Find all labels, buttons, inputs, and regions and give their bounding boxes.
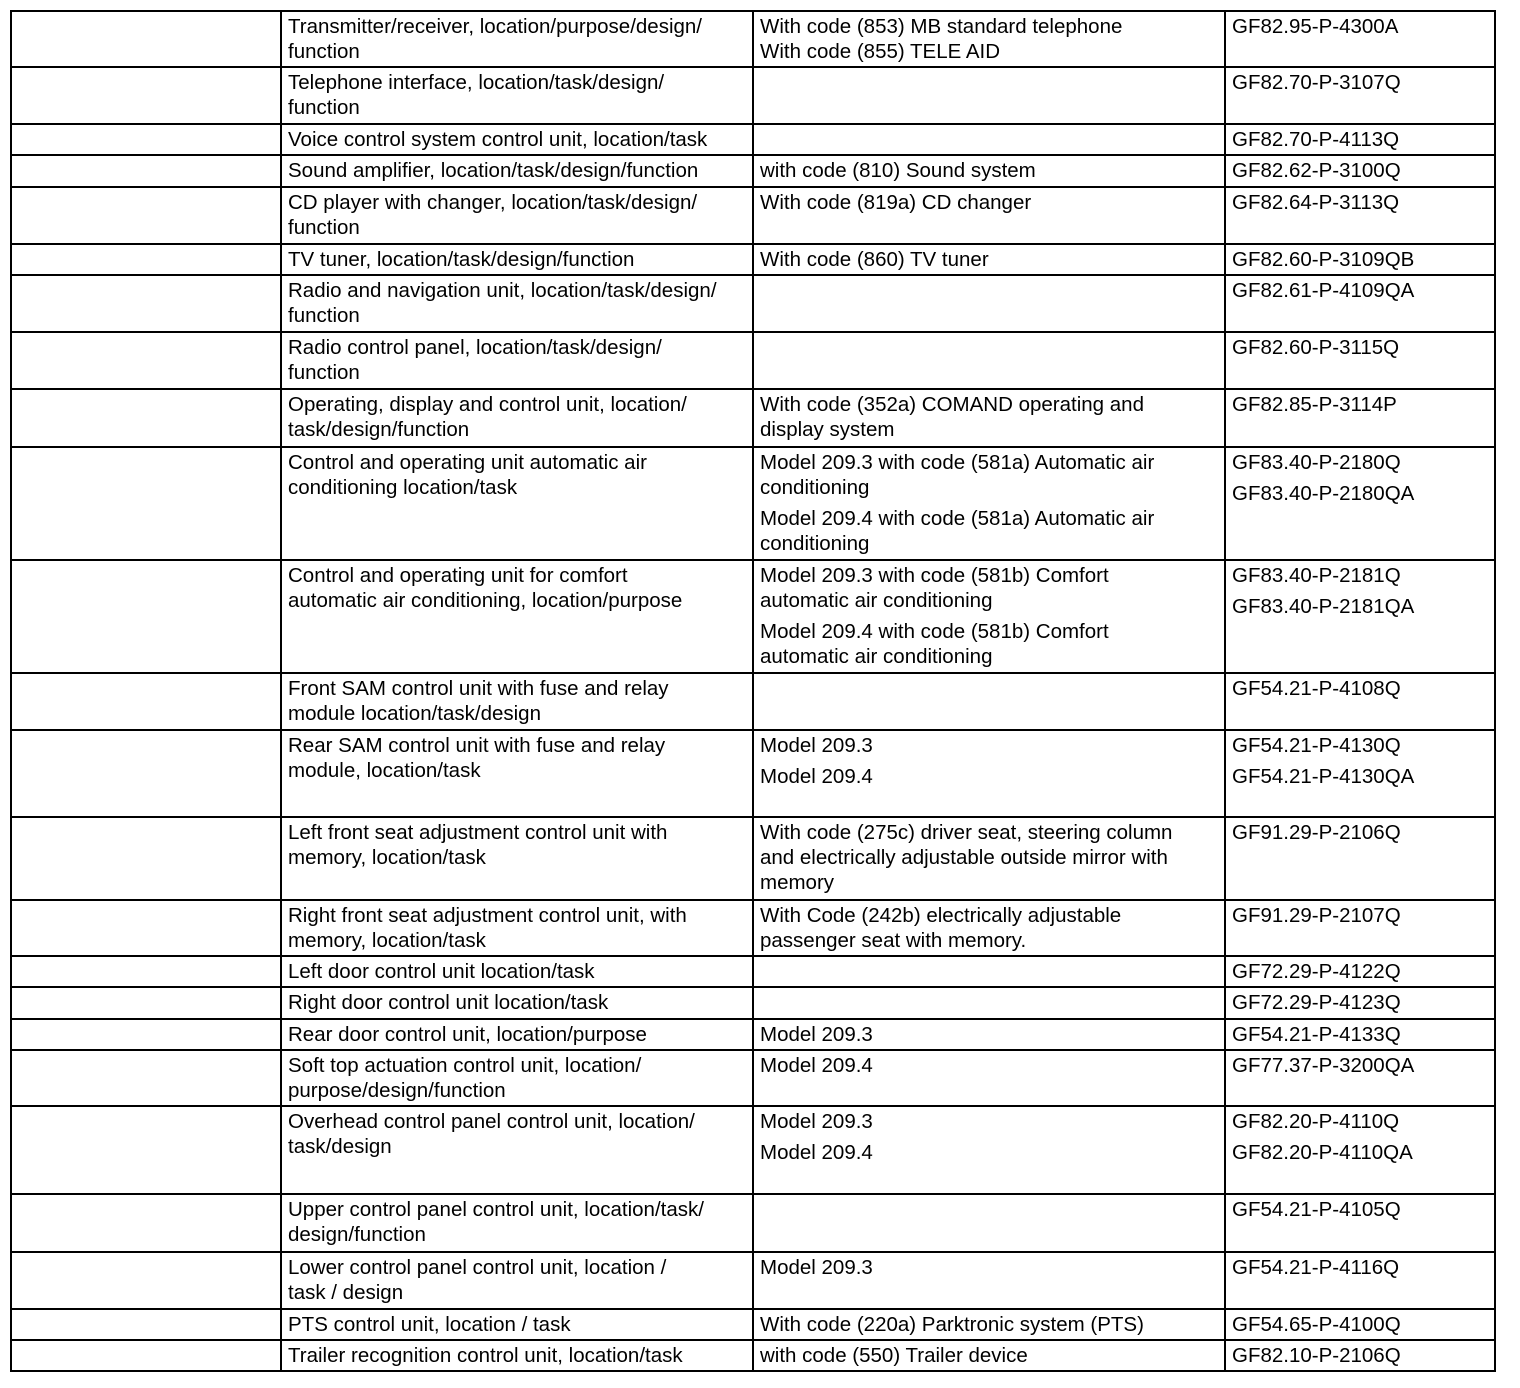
condition-cell [753,900,1225,956]
component-text: Radio control panel, location/task/design/ function [288,336,662,384]
component-cell [281,187,753,244]
blank-cell [11,332,281,389]
component-text: Soft top actuation control unit, location/ purpose/design/function [288,1054,642,1102]
component-text: Rear SAM control unit with fuse and relay module, location/task [288,734,666,782]
document-link[interactable]: GF83.40-P-2180Q [1232,451,1401,474]
component-text: Trailer recognition control unit, location/task [288,1344,683,1367]
condition-cell [753,987,1225,1019]
document-link[interactable]: GF82.85-P-3114P [1232,393,1397,416]
component-cell [281,1340,753,1371]
condition-text: Model 209.3 [760,1023,873,1046]
blank-cell [11,187,281,244]
table-row [11,1019,1495,1050]
table-row [11,900,1495,956]
document-link[interactable]: GF54.21-P-4108Q [1232,677,1401,700]
document-cell [1225,67,1495,124]
component-text: Voice control system control unit, location/task [288,128,708,151]
blank-cell [11,673,281,730]
condition-text: With code (220a) Parktronic system (PTS) [760,1313,1144,1336]
table-row [11,155,1495,187]
component-cell [281,1050,753,1106]
component-text: Right door control unit location/task [288,991,609,1014]
document-link[interactable]: GF54.65-P-4100Q [1232,1313,1401,1336]
component-text: Telephone interface, location/task/design/ function [288,71,665,119]
document-link[interactable]: GF54.21-P-4105Q [1232,1198,1401,1221]
condition-text: with code (550) Trailer device [760,1344,1028,1367]
table-row [11,987,1495,1019]
document-link[interactable]: GF82.10-P-2106Q [1232,1344,1401,1367]
document-link[interactable]: GF82.64-P-3113Q [1232,191,1400,214]
component-cell [281,447,753,560]
document-cell [1225,1050,1495,1106]
component-cell [281,332,753,389]
document-cell [1225,275,1495,332]
component-text: Operating, display and control unit, location/ task/design/function [288,393,687,441]
table-row [11,560,1495,673]
table-row [11,332,1495,389]
component-cell [281,1019,753,1050]
condition-text: With code (275c) driver seat, steering column and electrically adjustable outside mirror with memory [760,821,1173,894]
component-text: Right front seat adjustment control unit, with memory, location/task [288,904,687,952]
component-cell [281,1194,753,1252]
table-row [11,124,1495,155]
condition-text: Model 209.3 [760,1256,873,1279]
condition-text: Model 209.4 with code (581b) Comfort automatic air conditioning [760,620,1109,668]
blank-cell [11,817,281,900]
condition-text: With code (853) MB standard telephone With code (855) TELE AID [760,15,1123,63]
table-row [11,817,1495,900]
component-text: Left door control unit location/task [288,960,595,983]
document-link[interactable]: GF83.40-P-2181QA [1232,595,1415,618]
component-cell [281,730,753,817]
blank-cell [11,124,281,155]
document-link[interactable]: GF54.21-P-4116Q [1232,1256,1400,1279]
component-text: TV tuner, location/task/design/function [288,248,635,271]
condition-text: With code (819a) CD changer [760,191,1032,214]
document-link[interactable]: GF72.29-P-4123Q [1232,991,1401,1014]
condition-cell [753,67,1225,124]
blank-cell [11,1019,281,1050]
condition-text: Model 209.4 [760,1141,873,1164]
table-row [11,11,1495,67]
document-cell [1225,11,1495,67]
document-cell [1225,1340,1495,1371]
document-cell [1225,560,1495,673]
component-cell [281,389,753,447]
blank-cell [11,730,281,817]
condition-cell [753,1194,1225,1252]
condition-text: Model 209.4 [760,765,873,788]
component-text: Transmitter/receiver, location/purpose/design/ function [288,15,702,63]
document-cell [1225,1194,1495,1252]
document-cell [1225,673,1495,730]
document-link[interactable]: GF72.29-P-4122Q [1232,960,1401,983]
table-row [11,187,1495,244]
table-row [11,1106,1495,1194]
table-row [11,956,1495,987]
document-cell [1225,1309,1495,1340]
condition-cell [753,275,1225,332]
condition-cell [753,1106,1225,1194]
component-cell [281,817,753,900]
document-cell [1225,730,1495,817]
blank-cell [11,1252,281,1309]
condition-text: Model 209.3 [760,734,873,757]
document-link[interactable]: GF77.37-P-3200QA [1232,1054,1415,1077]
condition-text: with code (810) Sound system [760,159,1036,182]
component-cell [281,1309,753,1340]
component-cell [281,956,753,987]
document-link[interactable]: GF82.70-P-4113Q [1232,128,1400,151]
table-body [11,11,1495,1371]
document-cell [1225,1106,1495,1194]
document-link[interactable]: GF82.95-P-4300A [1232,15,1399,38]
document-link[interactable]: GF82.70-P-3107Q [1232,71,1401,94]
condition-cell [753,244,1225,275]
component-cell [281,275,753,332]
condition-cell [753,817,1225,900]
component-text: Overhead control panel control unit, location/ task/design [288,1110,695,1158]
blank-cell [11,275,281,332]
blank-cell [11,900,281,956]
condition-cell [753,1252,1225,1309]
component-text: Upper control panel control unit, location/task/ design/function [288,1198,704,1246]
blank-cell [11,1050,281,1106]
blank-cell [11,1194,281,1252]
table-row [11,673,1495,730]
table-row [11,389,1495,447]
component-cell [281,560,753,673]
document-cell [1225,900,1495,956]
component-cell [281,900,753,956]
condition-text: Model 209.4 [760,1054,873,1077]
blank-cell [11,1309,281,1340]
condition-cell [753,1340,1225,1371]
document-link[interactable]: GF54.21-P-4130QA [1232,765,1415,788]
table-row [11,275,1495,332]
component-cell [281,244,753,275]
condition-cell [753,447,1225,560]
condition-text: With Code (242b) electrically adjustable passenger seat with memory. [760,904,1122,952]
document-cell [1225,332,1495,389]
blank-cell [11,447,281,560]
document-link[interactable]: GF54.21-P-4130Q [1232,734,1401,757]
condition-text: With code (352a) COMAND operating and display system [760,393,1144,441]
document-cell [1225,124,1495,155]
document-cell [1225,389,1495,447]
component-text: Front SAM control unit with fuse and relay module location/task/design [288,677,669,725]
condition-cell [753,389,1225,447]
document-cell [1225,244,1495,275]
document-link[interactable]: GF82.20-P-4110QA [1232,1141,1413,1164]
document-cell [1225,1252,1495,1309]
condition-text: Model 209.3 with code (581b) Comfort automatic air conditioning [760,564,1109,612]
component-text: Lower control panel control unit, location / task / design [288,1256,667,1304]
document-link[interactable]: GF82.61-P-4109QA [1232,279,1415,302]
condition-cell [753,1019,1225,1050]
document-cell [1225,987,1495,1019]
blank-cell [11,155,281,187]
document-cell [1225,187,1495,244]
condition-cell [753,155,1225,187]
document-link[interactable]: GF82.62-P-3100Q [1232,159,1401,182]
document-cell [1225,447,1495,560]
table-row [11,244,1495,275]
blank-cell [11,1340,281,1371]
component-text: Sound amplifier, location/task/design/function [288,159,699,182]
component-cell [281,11,753,67]
condition-cell [753,673,1225,730]
blank-cell [11,11,281,67]
condition-cell [753,730,1225,817]
component-text: Radio and navigation unit, location/task/design/ function [288,279,717,327]
table-row [11,1050,1495,1106]
condition-text: Model 209.3 [760,1110,873,1133]
document-link[interactable]: GF83.40-P-2180QA [1232,482,1415,505]
condition-cell [753,560,1225,673]
component-text: Left front seat adjustment control unit with memory, location/task [288,821,668,869]
document-cell [1225,1019,1495,1050]
condition-text: Model 209.3 with code (581a) Automatic air conditioning [760,451,1155,499]
document-link[interactable]: GF82.60-P-3115Q [1232,336,1400,359]
table-row [11,1340,1495,1371]
component-cell [281,1252,753,1309]
condition-cell [753,332,1225,389]
condition-cell [753,11,1225,67]
document-link[interactable]: GF83.40-P-2181Q [1232,564,1401,587]
blank-cell [11,67,281,124]
component-cell [281,1106,753,1194]
blank-cell [11,987,281,1019]
blank-cell [11,1106,281,1194]
component-text: Control and operating unit for comfort automatic air conditioning, location/purpose [288,564,683,612]
component-text: PTS control unit, location / task [288,1313,571,1336]
document-link[interactable]: GF91.29-P-2106Q [1232,821,1401,844]
table-row [11,1309,1495,1340]
condition-cell [753,1309,1225,1340]
table-row [11,1252,1495,1309]
condition-cell [753,124,1225,155]
component-cell [281,673,753,730]
table-row [11,447,1495,560]
table-row [11,730,1495,817]
document-link[interactable]: GF91.29-P-2107Q [1232,904,1401,927]
table-row [11,1194,1495,1252]
component-cell [281,155,753,187]
document-link[interactable]: GF54.21-P-4133Q [1232,1023,1401,1046]
component-text: Rear door control unit, location/purpose [288,1023,647,1046]
document-cell [1225,155,1495,187]
document-link[interactable]: GF82.20-P-4110Q [1232,1110,1400,1133]
component-text: CD player with changer, location/task/design/ function [288,191,698,239]
component-cell [281,67,753,124]
document-link[interactable]: GF82.60-P-3109QB [1232,248,1415,271]
condition-text: Model 209.4 with code (581a) Automatic air conditioning [760,507,1155,555]
document-cell [1225,956,1495,987]
component-reference-table [10,10,1496,1372]
document-cell [1225,817,1495,900]
condition-text: With code (860) TV tuner [760,248,989,271]
blank-cell [11,389,281,447]
component-cell [281,987,753,1019]
condition-cell [753,956,1225,987]
component-cell [281,124,753,155]
blank-cell [11,244,281,275]
table-row [11,67,1495,124]
blank-cell [11,956,281,987]
component-text: Control and operating unit automatic air conditioning location/task [288,451,647,499]
condition-cell [753,187,1225,244]
blank-cell [11,560,281,673]
condition-cell [753,1050,1225,1106]
